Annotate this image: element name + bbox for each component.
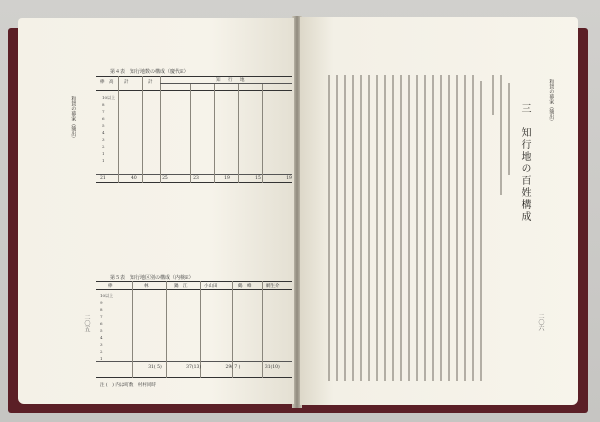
section-title: 三 知行地の百姓構成: [519, 103, 530, 223]
table2: [96, 281, 292, 379]
table1-row-label: 4: [102, 130, 105, 135]
table1-caption: 第４表 知行地数の構成（慶代E）: [110, 69, 189, 75]
text-line: [344, 75, 346, 381]
table2-row-label: 4: [100, 335, 103, 340]
table2-row-label: 1: [100, 356, 103, 361]
table1-header-2: 計: [124, 80, 129, 85]
table1-footer-cell: 25: [162, 176, 168, 181]
table2-header-2: 林: [144, 283, 149, 289]
table1-row-label: 3: [102, 137, 105, 142]
table2-footer-cell: 37(13): [186, 365, 202, 370]
table1-row-labels: [102, 94, 115, 164]
text-line: [500, 75, 502, 195]
table2-footer-cell: 29( 7 ): [225, 365, 241, 370]
table2-row-labels: [100, 292, 113, 362]
table2-row-label: 2: [100, 349, 103, 354]
table1-footer-cell: 15: [255, 176, 261, 181]
right-page-number: 二〇六: [537, 313, 544, 331]
text-line: [472, 75, 474, 381]
table2-row-label: 7: [100, 314, 103, 319]
text-line: [448, 75, 450, 381]
table2-footer-cell: 31(10): [264, 365, 280, 370]
table1-row-label: 2: [102, 144, 105, 149]
text-line: [492, 75, 494, 115]
text-line: [400, 75, 402, 381]
text-line: [376, 75, 378, 381]
table-note: 注 ( ) 内は町数 村村同時: [100, 383, 156, 388]
text-line: [440, 75, 442, 381]
table1: [96, 76, 292, 184]
left-page-number: 二〇五: [83, 314, 90, 332]
table2-row-label: 8: [100, 307, 103, 312]
table2-header-1: 棒: [108, 283, 113, 289]
table1-header-group3: 地: [240, 78, 245, 83]
table1-header-1: 棒 高: [100, 80, 114, 85]
table1-row-label: 7: [102, 109, 105, 114]
table2-row-label: 5: [100, 328, 103, 333]
left-page: [18, 18, 294, 404]
table2-footer-cell: 31( 5): [148, 365, 162, 370]
text-line: [424, 75, 426, 381]
table2-row-label: 9: [100, 300, 103, 305]
table1-footer: [100, 176, 292, 181]
text-line: [368, 75, 370, 381]
running-head: 和賀の幕家（簡出）: [548, 79, 555, 124]
text-line: [392, 75, 394, 381]
table2-header-5: 鶴 峰: [238, 283, 252, 289]
table1-header-group: 知: [216, 78, 221, 83]
table1-footer-cell: 19: [224, 176, 230, 181]
table2-caption: 第５表 知行地区別の構成（内検E）: [110, 275, 194, 281]
text-line: [352, 75, 354, 381]
text-line: [328, 75, 330, 381]
text-line: [360, 75, 362, 381]
table2-row-label: 6: [100, 321, 103, 326]
table1-row-label: 1: [102, 151, 105, 156]
body-text: [320, 67, 510, 387]
text-line: [384, 75, 386, 381]
table1-header-3: 計: [148, 80, 153, 85]
table1-row-label: 1: [102, 158, 105, 163]
table1-row-label: 10以上: [102, 95, 116, 100]
left-side-title: 和賀の幕家（簡出）: [70, 96, 77, 141]
table1-row-label: 8: [102, 102, 105, 107]
text-line: [336, 75, 338, 381]
table2-row-label: 10以上: [100, 293, 114, 298]
table1-footer-cell: 40: [131, 176, 137, 181]
text-line: [408, 75, 410, 381]
table1-header-group2: 行: [228, 78, 233, 83]
text-line: [480, 81, 482, 381]
text-line: [416, 75, 418, 381]
table1-row-label: 5: [102, 123, 105, 128]
table2-header-3: 鍋 江: [174, 283, 188, 289]
right-page: [300, 17, 578, 405]
table2-header-4: 小山田: [204, 283, 218, 289]
table1-footer-cell: 19: [286, 176, 292, 181]
table1-footer-cell: 23: [193, 176, 199, 181]
table2-footer: [136, 365, 292, 370]
table2-header-6: 網生介: [266, 283, 280, 289]
table1-footer-cell: 21: [100, 176, 106, 181]
table2-row-label: 3: [100, 342, 103, 347]
text-line: [464, 75, 466, 381]
table1-row-label: 6: [102, 116, 105, 121]
text-line: [456, 75, 458, 381]
text-line: [432, 75, 434, 381]
text-line: [508, 83, 510, 175]
